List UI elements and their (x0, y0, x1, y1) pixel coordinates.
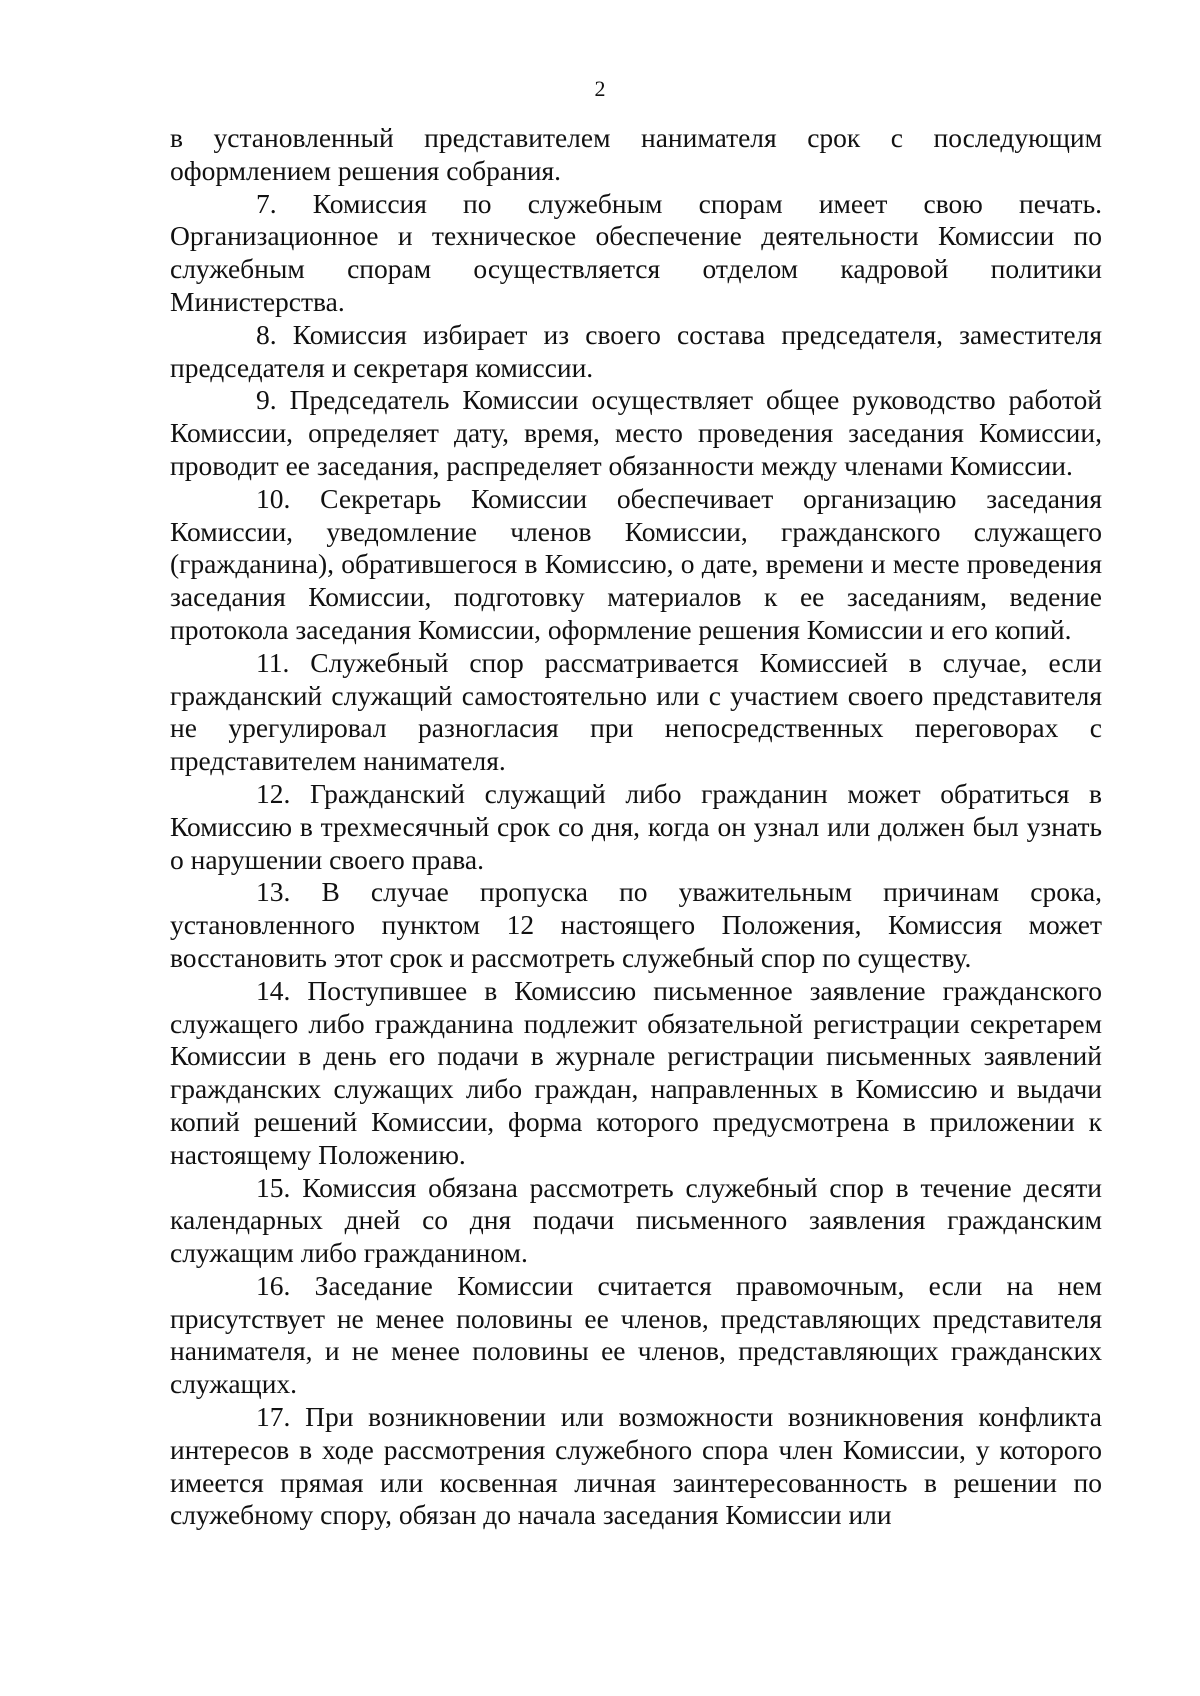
paragraph-15: 15. Комиссия обязана рассмотреть служебный спор в течение десяти календарных дней со дня подачи письменного заявления гражданским служащим либо гражданином. (170, 1171, 1102, 1269)
paragraph-13: 13. В случае пропуска по уважительным причинам срока, установленного пунктом 12 настоящего Положения, Комиссия может восстановить этот срок и рассмотреть служебный спор по существу. (170, 876, 1102, 973)
paragraph-14: 14. Поступившее в Комиссию письменное заявление гражданского служащего либо гражданина подлежит обязательной регистрации секретарем Комиссии в день его подачи в журнале регистрации письменных заявлений гражданских служащих либо граждан, направленных в Комиссию и выдачи копий решений Комиссии, форма которого предусмотрена в приложении к настоящему Положению. (170, 974, 1102, 1170)
paragraph-7: 7. Комиссия по служебным спорам имеет свою печать. Организационное и техническое обеспечение деятельности Комиссии по служебным спорам осуществляется отделом кадровой политики Министерства. (170, 187, 1102, 317)
document-body (170, 122, 1102, 1532)
paragraph-12: 12. Гражданский служащий либо гражданин может обратиться в Комиссию в трехмесячный срок со дня, когда он узнал или должен был узнать о нарушении своего права. (170, 777, 1102, 875)
paragraph-10: 10. Секретарь Комиссии обеспечивает организацию заседания Комиссии, уведомление членов Комиссии, гражданского служащего (гражданина), обратившегося в Комиссию, о дате, времени и месте проведения заседания Комиссии, подготовку материалов к ее заседаниям, ведение протокола заседания Комиссии, оформление решения Комиссии и его копий. (170, 482, 1102, 645)
paragraph-11: 11. Служебный спор рассматривается Комиссией в случае, если гражданский служащий самостоятельно или с участием своего представителя не урегулировал разногласия при непосредственных переговорах с представителем нанимателя. (170, 646, 1102, 777)
paragraph-17: 17. При возникновении или возможности возникновения конфликта интересов в ходе рассмотрения служебного спора член Комиссии, у которого имеется прямая или косвенная личная заинтересованность в решении по служебному спору, обязан до начала заседания Комиссии или (170, 1401, 1102, 1531)
page-number: 2 (594, 76, 606, 101)
paragraph-continuation: в установленный представителем нанимателя срок с последующим оформлением решения собрания. (170, 122, 1102, 186)
paragraph-8: 8. Комиссия избирает из своего состава председателя, заместителя председателя и секретаря комиссии. (170, 318, 1102, 383)
paragraph-16: 16. Заседание Комиссии считается правомочным, если на нем присутствует не менее половины ее членов, представляющих представителя нанимателя, и не менее половины ее членов, представляющих гражданских служащих. (170, 1269, 1102, 1400)
paragraph-9: 9. Председатель Комиссии осуществляет общее руководство работой Комиссии, определяет дату, время, место проведения заседания Комиссии, проводит ее заседания, распределяет обязанности между членами Комиссии. (170, 384, 1102, 481)
